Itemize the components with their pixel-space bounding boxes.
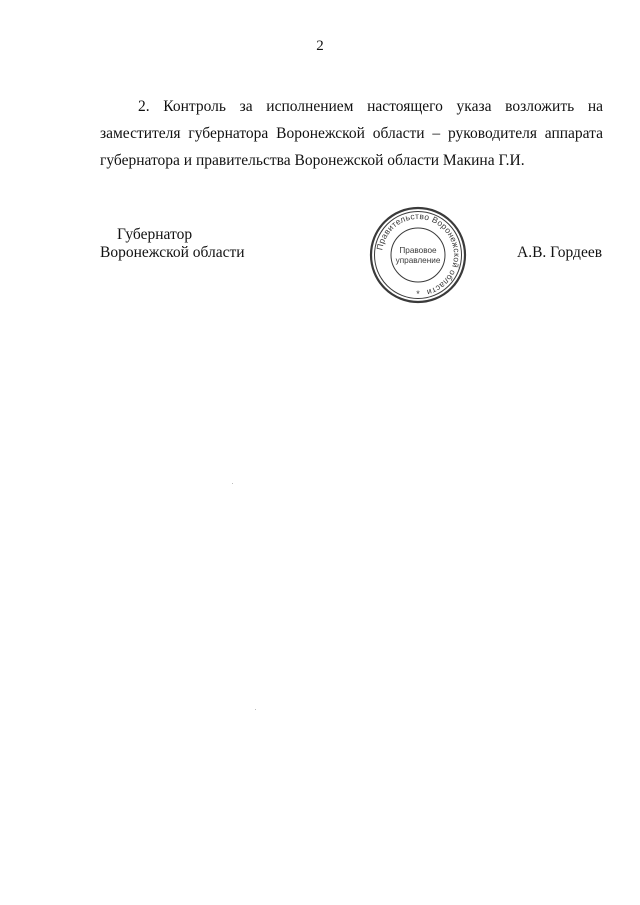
signature-title-line2: Воронежской области xyxy=(100,244,245,261)
scan-speck xyxy=(255,709,256,710)
signature-name: А.В. Гордеев xyxy=(517,244,603,261)
seal-center-line1: Правовое xyxy=(399,246,437,255)
scan-speck xyxy=(232,483,233,484)
signature-title xyxy=(100,226,300,262)
signature-title-line1: Губернатор xyxy=(117,226,193,243)
seal-center-ring xyxy=(391,228,445,282)
body-text xyxy=(100,93,603,174)
seal-center-line2: управление xyxy=(395,256,441,265)
seal-graphic xyxy=(368,205,468,305)
official-seal xyxy=(368,205,468,305)
page-number: 2 xyxy=(316,38,324,54)
seal-star: * xyxy=(416,289,420,299)
seal-ring-text: Правительство Воронежской области xyxy=(374,210,463,298)
seal-outer-ring xyxy=(371,208,465,302)
paragraph-control: 2. Контроль за исполнением настоящего указа возложить на заместителя губернатора Воронежской области – руководителя аппарата губернатора и правительства Воронежской области Макина Г.И. xyxy=(100,98,603,169)
